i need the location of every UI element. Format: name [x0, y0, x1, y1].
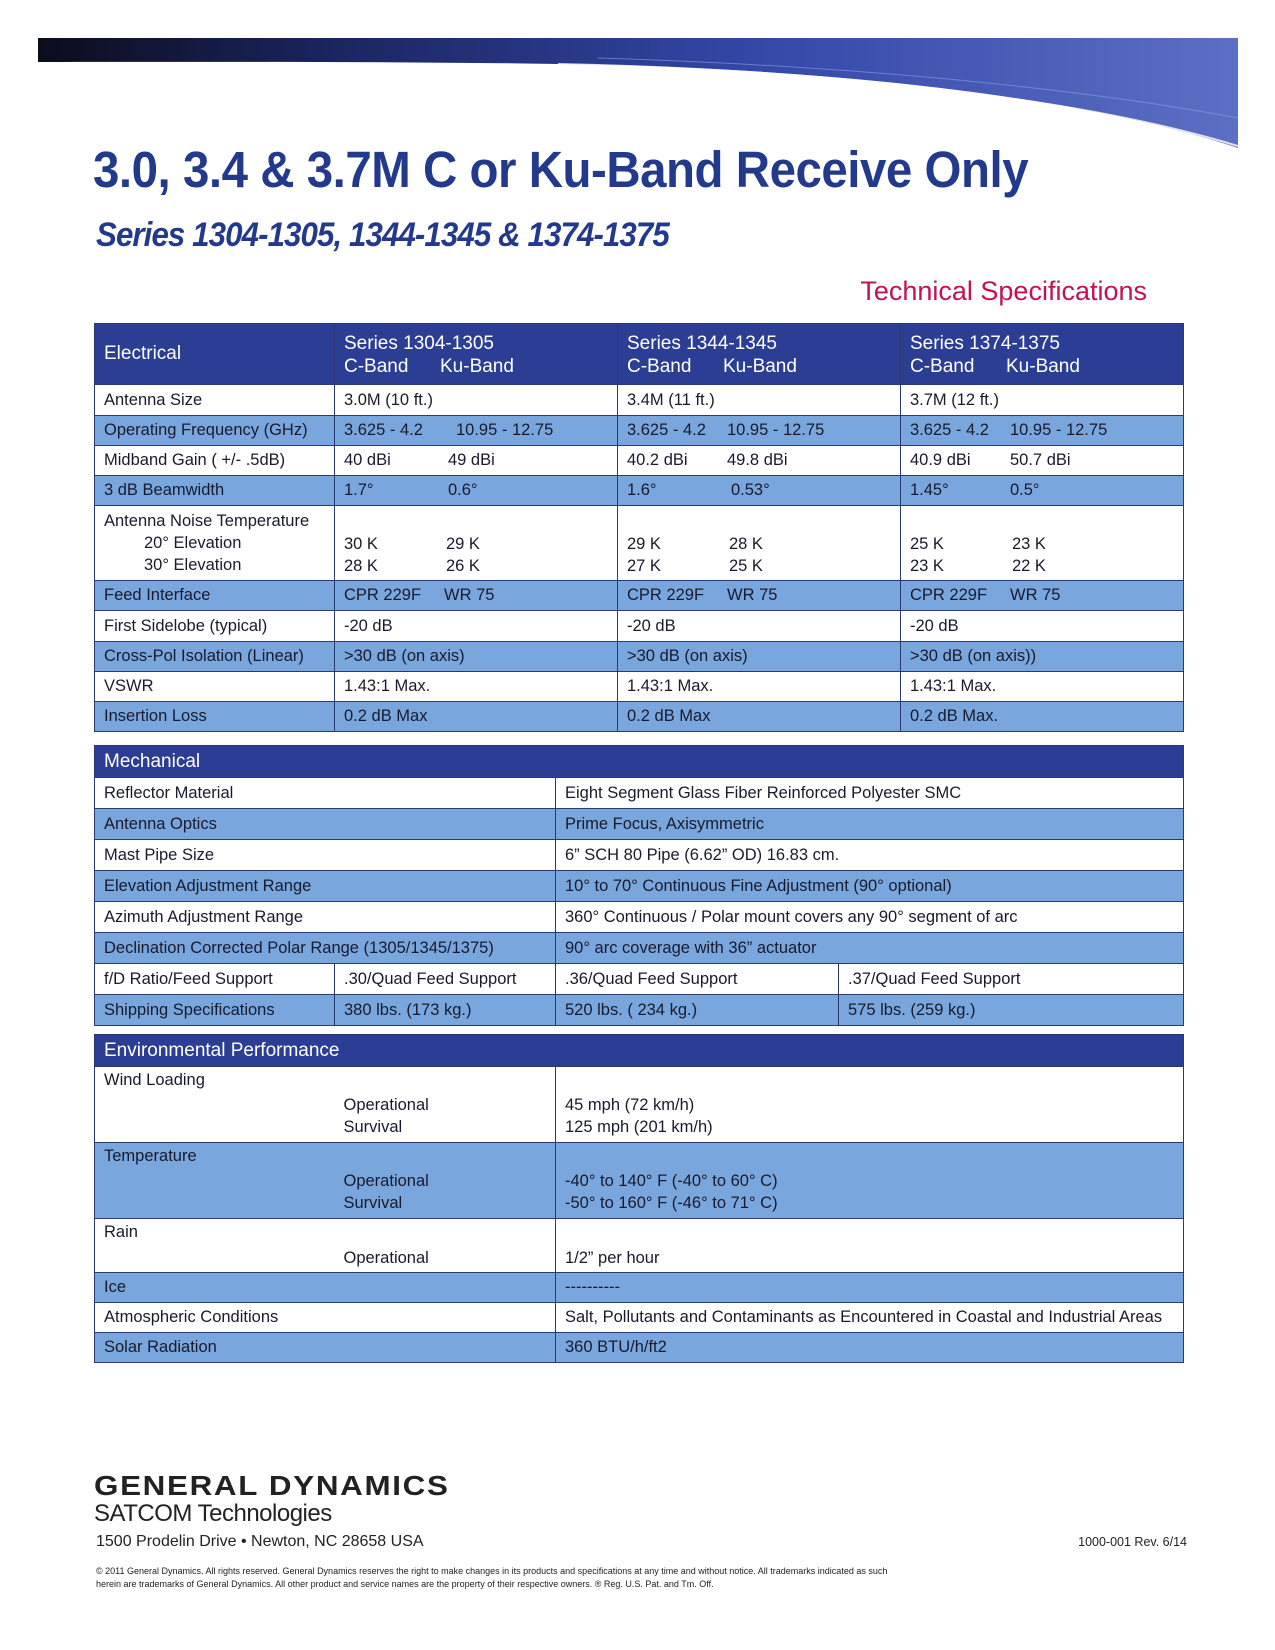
cell-value: -20 dB: [901, 611, 1184, 642]
cell-value: 1.43:1 Max.: [901, 672, 1184, 702]
row-label: Midband Gain ( +/- .5dB): [95, 446, 335, 476]
row-label: Temperature: [95, 1143, 335, 1219]
ku-band-value: 23 K: [1012, 535, 1046, 553]
ku-band-value: 49 dBi: [448, 451, 495, 469]
cell-value: [335, 581, 618, 611]
cell-value: ----------: [556, 1273, 1184, 1303]
ku-band-value: 29 K: [446, 535, 480, 553]
cell-value: 575 lbs. (259 kg.): [839, 995, 1184, 1026]
table-row: [95, 476, 1184, 506]
series-name: Series 1304-1305: [344, 333, 494, 354]
ku-band-value: 26 K: [446, 557, 480, 575]
operational-value: 45 mph (72 km/h): [565, 1096, 695, 1114]
cell-value: 0.2 dB Max: [335, 702, 618, 732]
table-row: [95, 902, 1184, 933]
row-label: Elevation Adjustment Range: [95, 871, 556, 902]
cell-value: -20 dB: [618, 611, 901, 642]
c-band-value: 3.625 - 4.2: [910, 421, 989, 439]
c-band-value: 30 K: [344, 535, 378, 553]
table-row: [95, 702, 1184, 732]
ku-band-value: 10.95 - 12.75: [727, 421, 825, 439]
cell-value: [618, 506, 901, 581]
condition-labels: [335, 1143, 556, 1219]
c-band-value: 1.7°: [344, 481, 374, 499]
series-name: Series 1374-1375: [910, 333, 1060, 354]
cell-value: 3.7M (12 ft.): [901, 385, 1184, 416]
electrical-header-row: [95, 324, 1184, 385]
company-address: 1500 Prodelin Drive • Newton, NC 28658 USA: [96, 1533, 424, 1550]
cell-value: [901, 506, 1184, 581]
ku-band-value: 49.8 dBi: [727, 451, 788, 469]
document-number: 1000-001 Rev. 6/14: [1078, 1535, 1187, 1549]
row-label: Shipping Specifications: [95, 995, 335, 1026]
elevation-30-label: 30° Elevation: [144, 556, 242, 574]
cell-value: [335, 446, 618, 476]
cell-value: [901, 446, 1184, 476]
electrical-table: [94, 323, 1184, 732]
cell-value: [618, 581, 901, 611]
cell-value: Prime Focus, Axisymmetric: [556, 809, 1184, 840]
band-ku: Ku-Band: [723, 356, 797, 377]
row-label: Ice: [95, 1273, 556, 1303]
cell-value: [901, 416, 1184, 446]
table-row: [95, 995, 1184, 1026]
band-c: C-Band: [627, 356, 692, 377]
condition-labels: [335, 1067, 556, 1143]
cell-value: [618, 476, 901, 506]
cell-value: 520 lbs. ( 234 kg.): [556, 995, 839, 1026]
c-band-value: 27 K: [627, 557, 661, 575]
cell-value: 10° to 70° Continuous Fine Adjustment (90° optional): [556, 871, 1184, 902]
electrical-heading: Electrical: [95, 324, 335, 385]
elevation-20-label: 20° Elevation: [144, 534, 242, 552]
ku-band-value: WR 75: [444, 586, 495, 604]
table-row: [95, 809, 1184, 840]
survival-label: Survival: [343, 1118, 403, 1136]
row-label: Azimuth Adjustment Range: [95, 902, 556, 933]
row-label: Insertion Loss: [95, 702, 335, 732]
cell-value: 360 BTU/h/ft2: [556, 1333, 1184, 1363]
cell-value: [335, 476, 618, 506]
cell-value: 3.4M (11 ft.): [618, 385, 901, 416]
c-band-value: 3.625 - 4.2: [344, 421, 423, 439]
ku-band-value: 22 K: [1012, 557, 1046, 575]
cell-value: [335, 506, 618, 581]
cell-value: [556, 1143, 1184, 1219]
table-row: [95, 672, 1184, 702]
row-label: Antenna Size: [95, 385, 335, 416]
cell-value: [335, 416, 618, 446]
cell-value: 1/2” per hour: [556, 1219, 1184, 1273]
cell-value: 90° arc coverage with 36” actuator: [556, 933, 1184, 964]
row-label: Rain: [95, 1219, 335, 1273]
band-ku: Ku-Band: [440, 356, 514, 377]
table-row: [95, 1273, 1184, 1303]
cell-value: 6” SCH 80 Pipe (6.62” OD) 16.83 cm.: [556, 840, 1184, 871]
table-row: [95, 933, 1184, 964]
row-label: 3 dB Beamwidth: [95, 476, 335, 506]
table-row: [95, 611, 1184, 642]
table-row: [95, 1219, 1184, 1273]
c-band-value: CPR 229F: [627, 586, 705, 604]
cell-value: Eight Segment Glass Fiber Reinforced Polyester SMC: [556, 778, 1184, 809]
cell-value: [901, 581, 1184, 611]
mechanical-table: [94, 745, 1184, 1026]
c-band-value: 1.6°: [627, 481, 657, 499]
row-label: Atmospheric Conditions: [95, 1303, 556, 1333]
section-label: Technical Specifications: [860, 276, 1147, 306]
row-label: Declination Corrected Polar Range (1305/1345/1375): [95, 933, 556, 964]
table-row: [95, 416, 1184, 446]
cell-value: [618, 446, 901, 476]
cell-value: .30/Quad Feed Support: [335, 964, 556, 995]
table-row: [95, 385, 1184, 416]
cell-value: 0.2 dB Max: [618, 702, 901, 732]
row-label: Mast Pipe Size: [95, 840, 556, 871]
c-band-value: 25 K: [910, 535, 944, 553]
table-row: [95, 1067, 1184, 1143]
page-subtitle: Series 1304-1305, 1344-1345 & 1374-1375: [96, 216, 669, 254]
cell-value: 0.2 dB Max.: [901, 702, 1184, 732]
ku-band-value: 0.53°: [731, 481, 770, 499]
ku-band-value: 0.6°: [448, 481, 478, 499]
row-label: Operating Frequency (GHz): [95, 416, 335, 446]
row-label: First Sidelobe (typical): [95, 611, 335, 642]
table-row: [95, 642, 1184, 672]
table-row: [95, 1333, 1184, 1363]
c-band-value: 29 K: [627, 535, 661, 553]
band-ku: Ku-Band: [1006, 356, 1080, 377]
row-label: Solar Radiation: [95, 1333, 556, 1363]
cell-value: >30 dB (on axis): [618, 642, 901, 672]
table-row: [95, 1143, 1184, 1219]
cell-value: -20 dB: [335, 611, 618, 642]
row-label: f/D Ratio/Feed Support: [95, 964, 335, 995]
table-row: [95, 1303, 1184, 1333]
row-label: Cross-Pol Isolation (Linear): [95, 642, 335, 672]
operational-label: Operational: [343, 1172, 429, 1190]
series-col-1304: [335, 324, 618, 385]
table-row: [95, 581, 1184, 611]
c-band-value: 40.2 dBi: [627, 451, 688, 469]
series-name: Series 1344-1345: [627, 333, 777, 354]
table-row: [95, 778, 1184, 809]
cell-value: [556, 1067, 1184, 1143]
mechanical-header-row: [95, 746, 1184, 778]
c-band-value: 40 dBi: [344, 451, 391, 469]
cell-value: 1.43:1 Max.: [335, 672, 618, 702]
ku-band-value: 28 K: [729, 535, 763, 553]
band-c: C-Band: [344, 356, 409, 377]
noise-label: Antenna Noise Temperature: [104, 512, 310, 530]
cell-value: 360° Continuous / Polar mount covers any 90° segment of arc: [556, 902, 1184, 933]
ku-band-value: 10.95 - 12.75: [456, 421, 554, 439]
row-label: VSWR: [95, 672, 335, 702]
c-band-value: 28 K: [344, 557, 378, 575]
survival-label: Survival: [343, 1194, 403, 1212]
cell-value: [618, 416, 901, 446]
operational-label: Operational: [335, 1219, 556, 1273]
ku-band-value: 10.95 - 12.75: [1010, 421, 1108, 439]
cell-value: 3.0M (10 ft.): [335, 385, 618, 416]
cell-value: >30 dB (on axis)): [901, 642, 1184, 672]
c-band-value: 1.45°: [910, 481, 949, 499]
environmental-header-row: [95, 1035, 1184, 1067]
company-logo: [94, 1470, 450, 1528]
mechanical-heading: Mechanical: [95, 746, 1184, 778]
ku-band-value: 0.5°: [1010, 481, 1040, 499]
page-title: 3.0, 3.4 & 3.7M C or Ku-Band Receive Only: [93, 141, 1029, 198]
ku-band-value: WR 75: [1010, 586, 1061, 604]
row-label: Reflector Material: [95, 778, 556, 809]
table-row: [95, 840, 1184, 871]
series-col-1344: [618, 324, 901, 385]
cell-value: 380 lbs. (173 kg.): [335, 995, 556, 1026]
table-row: [95, 964, 1184, 995]
survival-value: 125 mph (201 km/h): [565, 1118, 713, 1136]
environmental-table: [94, 1034, 1184, 1363]
legal-notice: © 2011 General Dynamics. All rights reserved. General Dynamics reserves the right to make changes in its products and specifications at any time and without notice. All trademarks indicated as such herein are trademarks of General Dynamics. All other product and service names are the property of their respective owners. ® Reg. U.S. Pat. and Tm. Off.: [96, 1566, 888, 1589]
cell-value: 1.43:1 Max.: [618, 672, 901, 702]
c-band-value: 40.9 dBi: [910, 451, 971, 469]
operational-value: -40° to 140° F (-40° to 60° C): [565, 1172, 778, 1190]
series-col-1374: [901, 324, 1184, 385]
table-row: [95, 871, 1184, 902]
company-name: GENERAL DYNAMICS: [94, 1470, 450, 1501]
ku-band-value: WR 75: [727, 586, 778, 604]
table-row: [95, 446, 1184, 476]
row-label: Wind Loading: [95, 1067, 335, 1143]
c-band-value: CPR 229F: [910, 586, 988, 604]
environmental-heading: Environmental Performance: [95, 1035, 1184, 1067]
ku-band-value: 25 K: [729, 557, 763, 575]
division-name: SATCOM Technologies: [94, 1500, 332, 1527]
cell-value: >30 dB (on axis): [335, 642, 618, 672]
c-band-value: 3.625 - 4.2: [627, 421, 706, 439]
row-label: Antenna Optics: [95, 809, 556, 840]
row-label: [95, 506, 335, 581]
header-banner-graphic: [38, 38, 1238, 148]
row-label: Feed Interface: [95, 581, 335, 611]
operational-label: Operational: [343, 1096, 429, 1114]
cell-value: [901, 476, 1184, 506]
cell-value: .36/Quad Feed Support: [556, 964, 839, 995]
table-row-noise: [95, 506, 1184, 581]
cell-value: .37/Quad Feed Support: [839, 964, 1184, 995]
band-c: C-Band: [910, 356, 975, 377]
survival-value: -50° to 160° F (-46° to 71° C): [565, 1194, 778, 1212]
cell-value: Salt, Pollutants and Contaminants as Encountered in Coastal and Industrial Areas: [556, 1303, 1184, 1333]
c-band-value: 23 K: [910, 557, 944, 575]
c-band-value: CPR 229F: [344, 586, 422, 604]
ku-band-value: 50.7 dBi: [1010, 451, 1071, 469]
